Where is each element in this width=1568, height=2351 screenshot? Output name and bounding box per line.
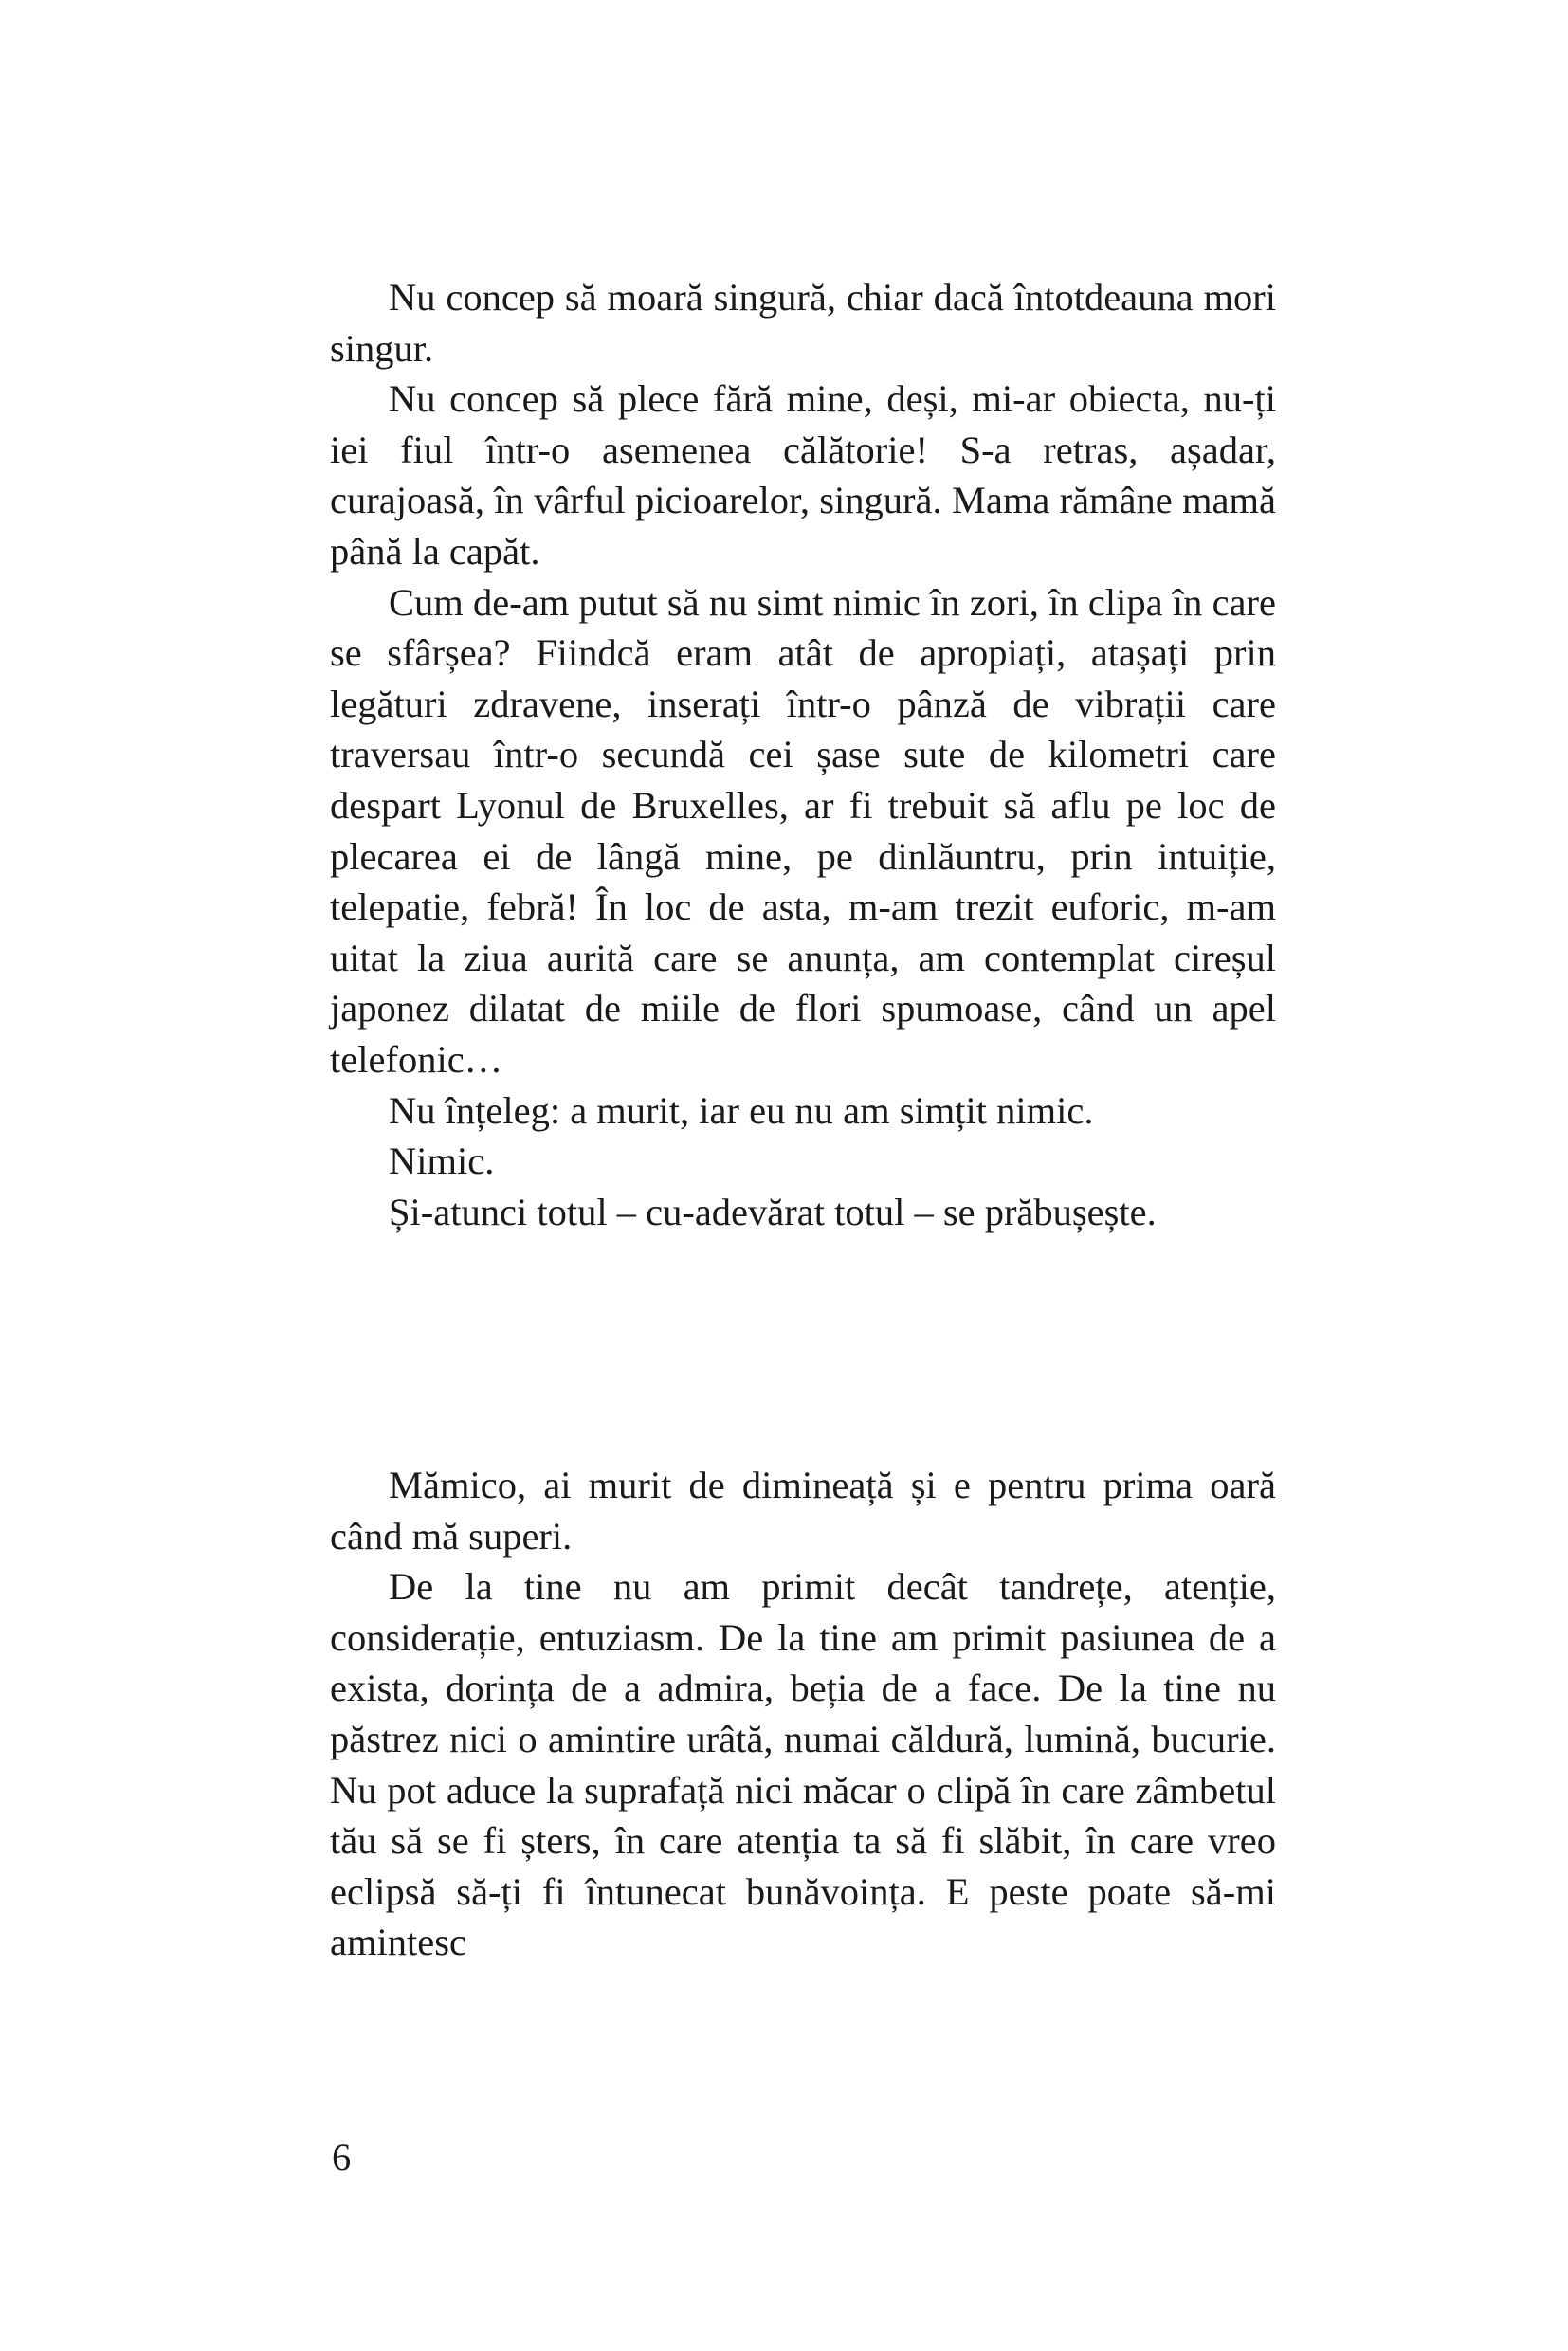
paragraph: Nu concep să plece fără mine, deși, mi-ar obiecta, nu-ți iei fiul într-o asemenea călătorie! S-a retras, așadar, curajoasă, în vârful picioarelor, singură. Mama rămâne mamă până la capăt. [330,377,1276,573]
page-number: 6 [332,2136,352,2178]
paragraph: Nimic. [389,1139,495,1183]
paragraph: Nu înțeleg: a murit, iar eu nu am simțit nimic. [389,1088,1094,1132]
text-section-1 [330,272,1276,1237]
paragraph: Și-atunci totul – cu-adevărat totul – se prăbușește. [389,1190,1157,1233]
text-section-2 [330,1460,1276,1968]
paragraph: De la tine nu am primit decât tandrețe, atenție, considerație, entuziasm. De la tine am primit pasiunea de a exista, dorința de a admira, beția de a face. De la tine nu păstrez nici o amintire urâtă, numai căldură, lumină, bucurie. Nu pot aduce la suprafață nici măcar o clipă în care zâmbetul tău să se fi șters, în care atenția ta să fi slăbit, în care vreo eclipsă să-ți fi întunecat bunăvoința. E peste poate să-mi amintesc [330,1565,1276,1964]
paragraph: Cum de-am putut să nu simt nimic în zori, în clipa în care se sfârșea? Fiindcă eram atât de apropiați, atașați prin legături zdravene, inserați într-o pânză de vibrații care traversau într-o secundă cei șase sute de kilometri care despart Lyonul de Bruxelles, ar fi trebuit să aflu pe loc de plecarea ei de lângă mine, pe dinlăuntru, prin intuiție, telepatie, febră! În loc de asta, m-am trezit euforic, m-am uitat la ziua aurită care se anunța, am contemplat cireșul japonez dilatat de miile de flori spumoase, când un apel telefonic… [330,580,1276,1081]
paragraph: Mămico, ai murit de dimineață și e pentru prima oară când mă superi. [330,1464,1276,1558]
paragraph: Nu concep să moară singură, chiar dacă întotdeauna mori singur. [330,276,1276,370]
